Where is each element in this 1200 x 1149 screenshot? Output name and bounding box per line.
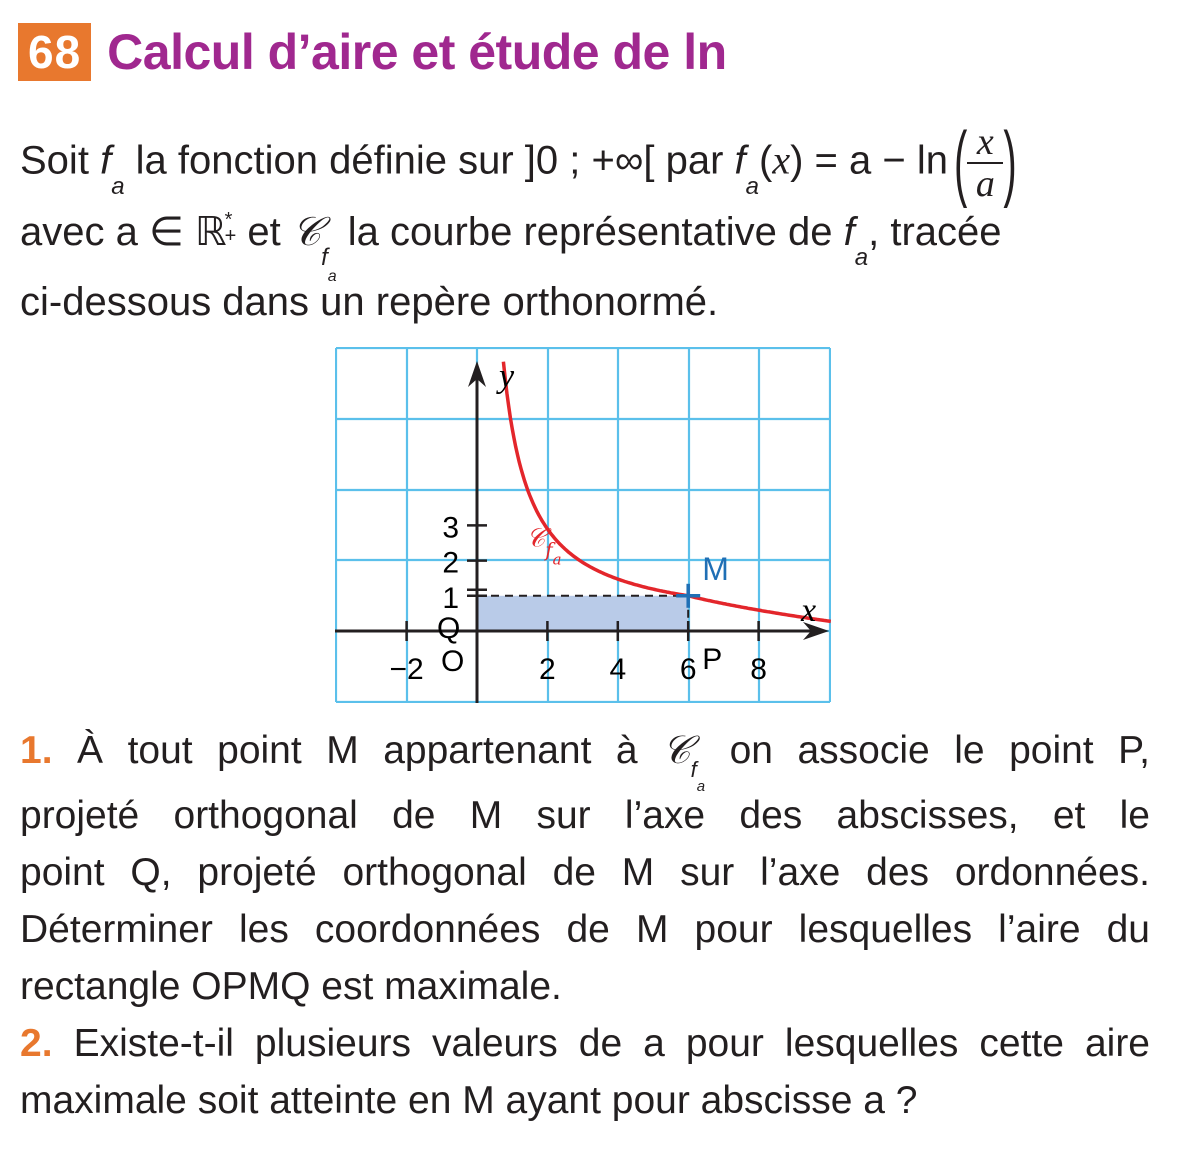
curve-subsubscript: a bbox=[696, 778, 706, 795]
denominator: a bbox=[975, 163, 995, 205]
curve-symbol: 𝒞 bbox=[662, 728, 691, 773]
point-p-label: P bbox=[702, 643, 723, 676]
question-1-line-4: Déterminer les coordonnées de M pour lesquelles l’aire du bbox=[20, 908, 1150, 951]
question-1-line-1 bbox=[20, 722, 1150, 795]
grid bbox=[336, 348, 830, 702]
question-2-line-2: maximale soit atteinte en M ayant pour abscisse a ? bbox=[20, 1079, 918, 1122]
function-symbol: f bbox=[734, 138, 746, 183]
rectangle-opmq bbox=[477, 596, 688, 631]
x-tick-label: 8 bbox=[750, 653, 767, 686]
question-2-number: 2. bbox=[20, 1022, 53, 1065]
star-sup: * bbox=[224, 209, 233, 231]
curve-subsubscript: a bbox=[327, 268, 337, 285]
curve-cfa bbox=[503, 362, 830, 622]
function-graph bbox=[335, 347, 831, 703]
question-1-number: 1. bbox=[20, 729, 53, 772]
point-m-label: M bbox=[702, 550, 729, 587]
intro-text: la courbe représentative de bbox=[347, 210, 833, 254]
function-symbol: f bbox=[100, 138, 112, 183]
y-axis-label: y bbox=[499, 358, 515, 395]
intro-text: , tracée bbox=[868, 210, 1002, 254]
intro-text: la fonction définie sur ]0 ; +∞[ par bbox=[135, 138, 724, 183]
intro-line-2 bbox=[20, 209, 1150, 285]
intro-text: ) = a − ln bbox=[790, 138, 948, 183]
exercise-header bbox=[18, 22, 727, 82]
variable-x: x bbox=[772, 137, 791, 183]
question-1-line-2: projeté orthogonal de M sur l’axe des abscisses, et le bbox=[20, 794, 1150, 837]
x-tick-label: 6 bbox=[679, 653, 697, 686]
x-tick-label: 2 bbox=[539, 653, 556, 686]
question-1-text: on associe le point P, bbox=[729, 729, 1150, 772]
curve-label-a: a bbox=[552, 550, 562, 569]
x-tick-label: 4 bbox=[609, 653, 627, 686]
questions bbox=[20, 722, 1150, 1129]
curve-symbol: 𝒞 bbox=[291, 209, 322, 255]
question-1-text: À tout point M appartenant à bbox=[77, 729, 638, 772]
exercise-title: Calcul d’aire et étude de ln bbox=[107, 24, 727, 80]
intro-text: Soit bbox=[20, 138, 89, 183]
intro-text: et bbox=[247, 210, 281, 254]
curve-label-c: 𝒞 bbox=[526, 523, 546, 554]
numerator: x bbox=[976, 121, 994, 163]
question-1-line-3: point Q, projeté orthogonal de M sur l’axe des ordonnées. bbox=[20, 851, 1150, 894]
function-subscript: a bbox=[745, 172, 760, 200]
x-tick-label: −2 bbox=[389, 653, 424, 686]
curve-label bbox=[526, 524, 561, 569]
exercise-number: 68 bbox=[18, 23, 91, 81]
origin-label: O bbox=[441, 645, 465, 678]
y-tick-label: 1 bbox=[442, 581, 459, 615]
plus-sub: + bbox=[224, 225, 237, 247]
fraction-x-over-a bbox=[967, 122, 1003, 204]
intro-line-1: Soit $f_a$ la fonction définie sur ]0 ; +∞[ par $f_a(x) = a - \ln$ ( $\frac{x}{a}$ ) bbox=[20, 116, 1017, 210]
question-2-text: Existe-t-il plusieurs valeurs de a pour lesquelles cette aire bbox=[73, 1022, 1150, 1065]
question-1-line-5: rectangle OPMQ est maximale. bbox=[20, 965, 562, 1008]
curve-subscript: f bbox=[321, 244, 328, 271]
function-subscript: a bbox=[854, 244, 869, 271]
y-tick-label: 2 bbox=[442, 546, 459, 580]
axes bbox=[335, 361, 829, 703]
curve-label-f: f bbox=[545, 537, 553, 562]
function-subscript: a bbox=[111, 172, 125, 200]
paren: ( bbox=[759, 138, 773, 183]
curve-subscript: f bbox=[690, 757, 697, 782]
intro-line-3: ci-dessous dans un repère orthonormé. bbox=[20, 280, 719, 324]
intro-text: avec a ∈ ℝ bbox=[20, 210, 227, 254]
y-tick-label: 3 bbox=[442, 511, 459, 545]
x-axis-label: x bbox=[801, 592, 817, 629]
point-q-label: Q bbox=[437, 611, 461, 645]
question-2-line-1 bbox=[20, 1015, 1150, 1072]
function-symbol: f bbox=[843, 210, 855, 254]
